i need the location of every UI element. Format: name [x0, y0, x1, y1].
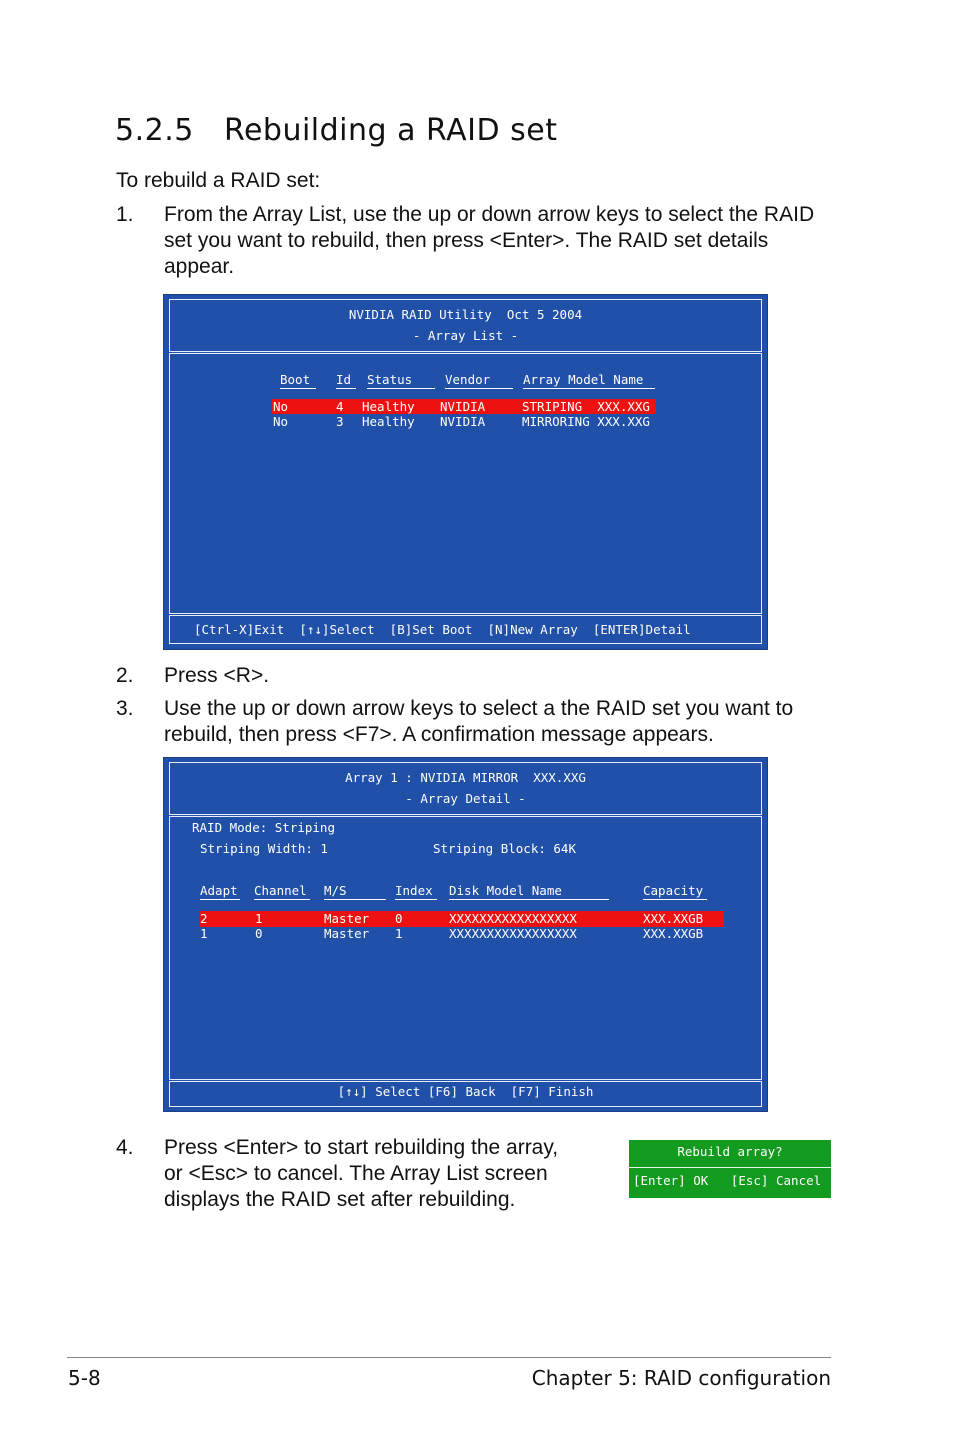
chapter-title: Chapter 5: RAID configuration [531, 1366, 831, 1390]
col-header-status: Status [367, 372, 435, 389]
row-model: MIRRORING XXX.XXG [522, 414, 650, 429]
array-detail-screen [164, 758, 767, 1111]
step-2 [116, 663, 516, 689]
col-header-index: Index [395, 883, 437, 900]
step-text-line: appear. [164, 255, 235, 278]
step-text-line: displays the RAID set after rebuilding. [164, 1188, 516, 1211]
confirm-options[interactable]: [Enter] OK [Esc] Cancel [633, 1173, 822, 1188]
col-header-disk-model: Disk Model Name [449, 883, 609, 900]
col-header-adapt: Adapt [200, 883, 240, 900]
screen-title: NVIDIA RAID Utility Oct 5 2004 [348, 307, 583, 322]
step-text-line: Press <Enter> to start rebuilding the array, [164, 1136, 559, 1159]
striping-block: Striping Block: 64K [433, 841, 576, 856]
step-number: 3. [116, 697, 134, 720]
row-adapt: 1 [200, 926, 208, 941]
col-header-channel: Channel [254, 883, 310, 900]
row-capacity: XXX.XXGB [643, 911, 704, 926]
step-text-line: Use the up or down arrow keys to select a the RAID set you want to [164, 697, 794, 720]
footer-divider [67, 1357, 831, 1358]
row-vendor: NVIDIA [440, 414, 486, 429]
col-header-ms: M/S [324, 883, 386, 900]
row-boot: No [273, 414, 289, 429]
row-index: 1 [395, 926, 403, 941]
col-header-capacity: Capacity [643, 883, 707, 900]
row-status: Healthy [362, 414, 415, 429]
screen-title: Array 1 : NVIDIA MIRROR XXX.XXG [345, 770, 586, 785]
row-id: 4 [336, 399, 344, 414]
row-ms: Master [324, 926, 370, 941]
row-status: Healthy [362, 399, 415, 414]
step-3 [116, 696, 846, 750]
step-text-line: Press <R>. [164, 664, 270, 687]
row-ms: Master [324, 911, 370, 926]
step-text-line: set you want to rebuild, then press <Enter>. The RAID set details [164, 229, 769, 252]
row-boot: No [273, 399, 289, 414]
step-1 [116, 202, 846, 282]
row-model: STRIPING XXX.XXG [522, 399, 650, 414]
step-text-line: or <Esc> to cancel. The Array List screen [164, 1162, 548, 1185]
step-text-line: From the Array List, use the up or down arrow keys to select the RAID [164, 203, 815, 226]
row-vendor: NVIDIA [440, 399, 486, 414]
row-channel: 1 [255, 911, 263, 926]
screen-subtitle: - Array Detail - [405, 791, 526, 806]
step-4 [116, 1135, 596, 1215]
confirm-title: Rebuild array? [677, 1144, 783, 1159]
key-help-bar: [↑↓] Select [F6] Back [F7] Finish [337, 1084, 594, 1099]
col-header-id: Id [336, 372, 356, 389]
rebuild-confirm-dialog [629, 1140, 831, 1198]
step-text-line: rebuild, then press <F7>. A confirmation message appears. [164, 723, 714, 746]
row-capacity: XXX.XXGB [643, 926, 704, 941]
intro-text: To rebuild a RAID set: [116, 169, 321, 192]
step-number: 2. [116, 664, 134, 687]
step-number: 1. [116, 203, 134, 226]
col-header-boot: Boot [280, 372, 316, 389]
row-index: 0 [395, 911, 403, 926]
page-number: 5-8 [68, 1366, 101, 1390]
raid-mode: RAID Mode: Striping [192, 820, 335, 835]
section-heading: 5.2.5 Rebuilding a RAID set [115, 113, 558, 148]
row-adapt: 2 [200, 911, 208, 926]
col-header-vendor: Vendor [445, 372, 513, 389]
array-list-screen [164, 295, 767, 649]
col-header-model: Array Model Name [523, 372, 655, 389]
striping-width: Striping Width: 1 [200, 841, 328, 856]
screen-subtitle: - Array List - [412, 328, 519, 343]
key-help-bar: [Ctrl-X]Exit [↑↓]Select [B]Set Boot [N]New Array [ENTER]Detail [194, 622, 691, 637]
row-disk-model: XXXXXXXXXXXXXXXXX [449, 926, 577, 941]
step-number: 4. [116, 1136, 134, 1159]
row-channel: 0 [255, 926, 263, 941]
row-disk-model: XXXXXXXXXXXXXXXXX [449, 911, 577, 926]
row-id: 3 [336, 414, 344, 429]
